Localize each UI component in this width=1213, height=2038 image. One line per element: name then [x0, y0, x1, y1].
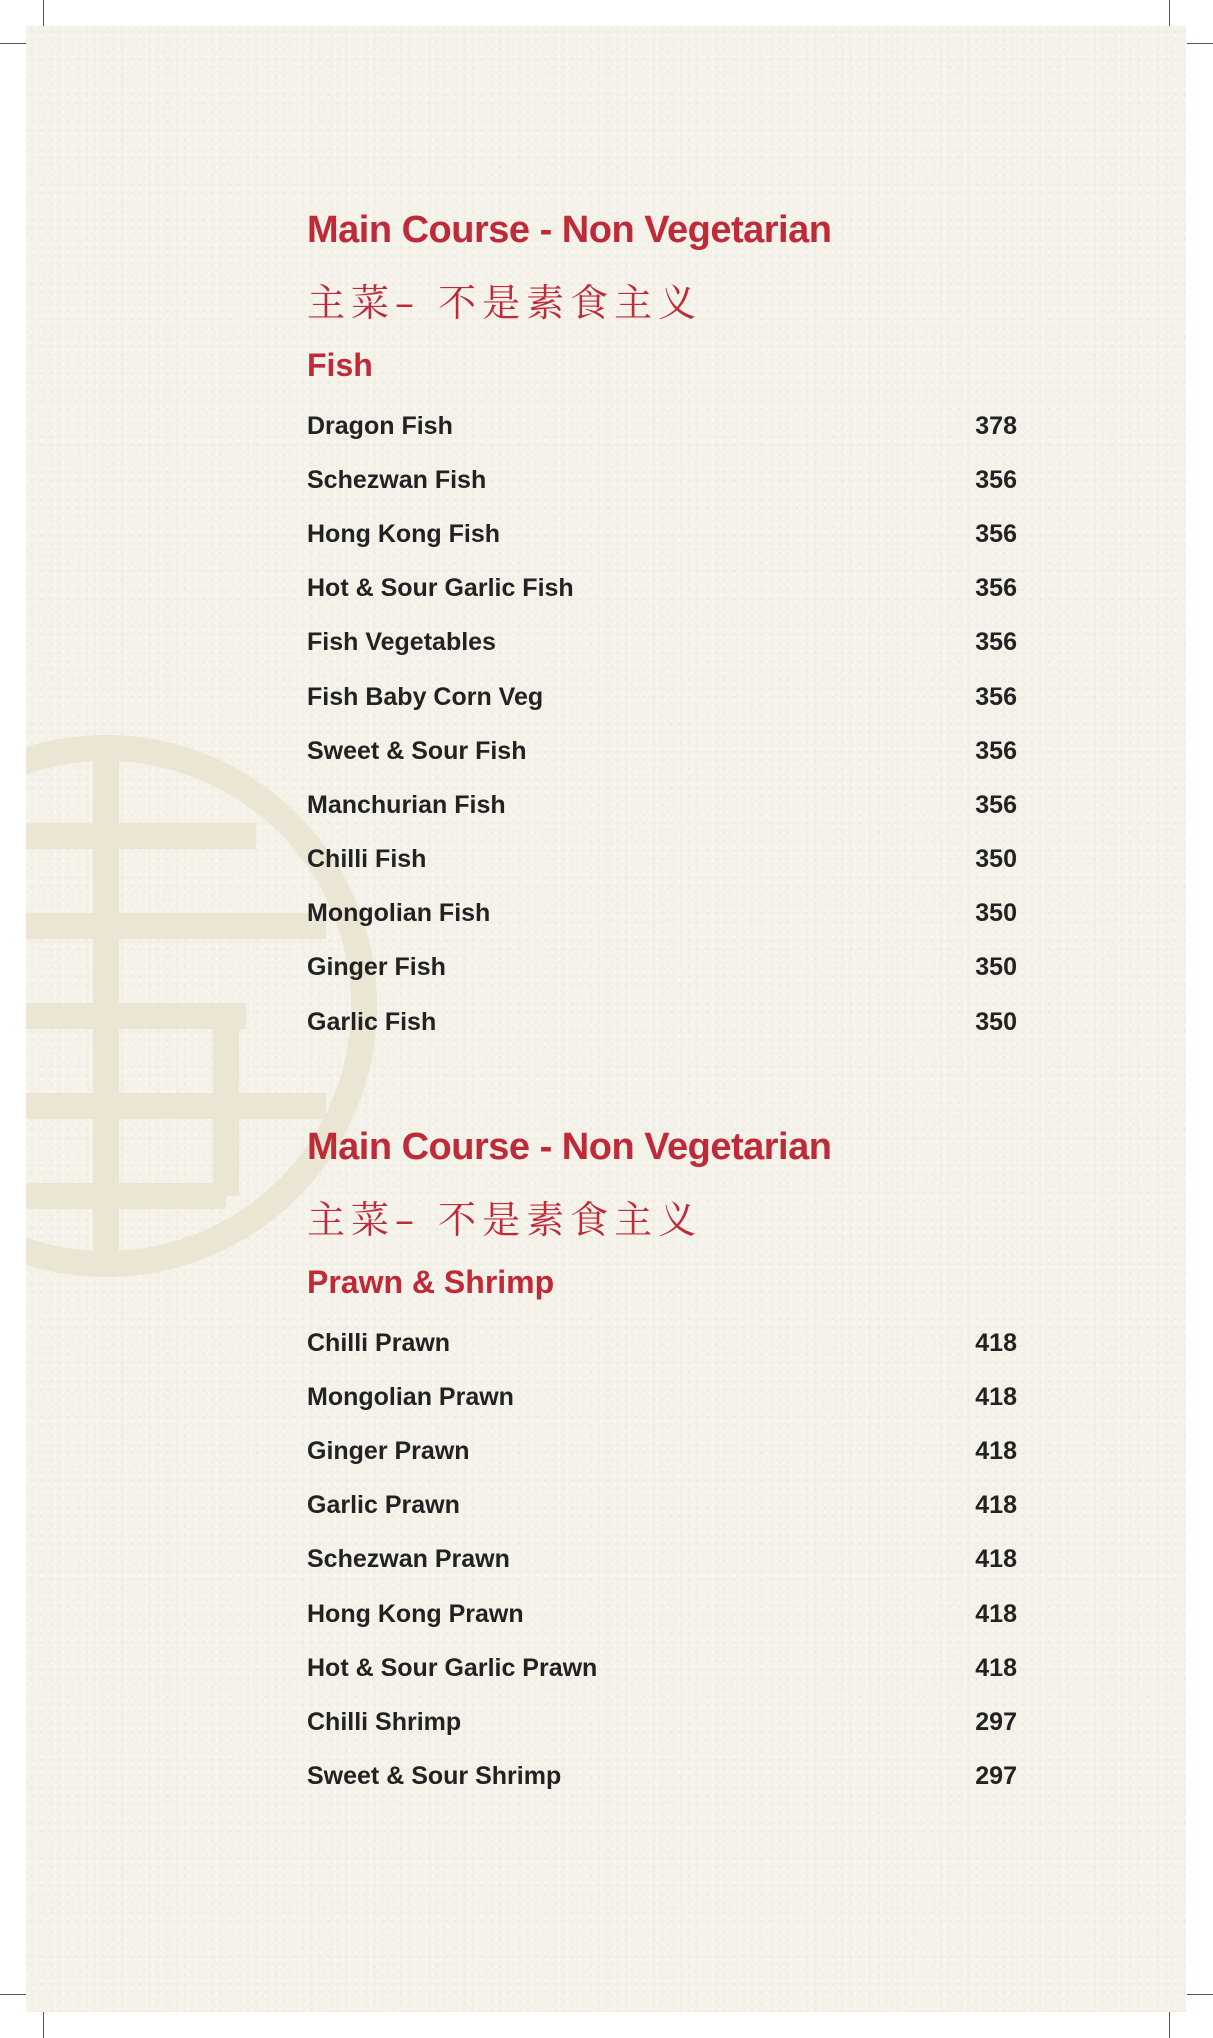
item-name: Ginger Fish: [307, 953, 446, 982]
item-price: 378: [975, 411, 1017, 440]
item-name: Chilli Prawn: [307, 1328, 451, 1357]
item-name: Schezwan Fish: [307, 465, 487, 494]
item-name: Fish Vegetables: [307, 628, 496, 657]
section-subtitle: Fish: [307, 347, 373, 383]
menu-item: [307, 453, 1017, 507]
item-price: 356: [975, 628, 1017, 657]
item-name: Mongolian Fish: [307, 899, 491, 928]
menu-item: [307, 724, 1017, 778]
item-price: 350: [975, 845, 1017, 874]
item-name: Chilli Shrimp: [307, 1707, 462, 1736]
item-name: Hong Kong Fish: [307, 519, 501, 548]
item-name: Sweet & Sour Shrimp: [307, 1762, 562, 1791]
menu-section-fish: [307, 207, 1017, 1049]
menu-item: [307, 1641, 1017, 1695]
menu-item: [307, 833, 1017, 887]
crop-mark: [43, 2012, 44, 2038]
item-price: 418: [975, 1491, 1017, 1520]
item-name: Hot & Sour Garlic Prawn: [307, 1653, 598, 1682]
item-price: 418: [975, 1382, 1017, 1411]
menu-item: [307, 1750, 1017, 1804]
item-price: 350: [975, 899, 1017, 928]
menu-item: [307, 887, 1017, 941]
item-price: 297: [975, 1762, 1017, 1791]
item-price: 356: [975, 519, 1017, 548]
menu-item: [307, 778, 1017, 832]
menu-item: [307, 616, 1017, 670]
item-price: 356: [975, 790, 1017, 819]
menu-item: [307, 995, 1017, 1049]
menu-item: [307, 670, 1017, 724]
section-chinese-title: 主菜– 不是素食主义: [307, 1198, 703, 1242]
menu-item-list: [307, 399, 1017, 1049]
crop-mark: [0, 43, 26, 44]
menu-item: [307, 1533, 1017, 1587]
item-name: Mongolian Prawn: [307, 1382, 514, 1411]
item-price: 350: [975, 953, 1017, 982]
crop-mark: [0, 1994, 26, 1995]
section-title: Main Course - Non Vegetarian: [307, 209, 832, 251]
menu-item: [307, 562, 1017, 616]
item-price: 418: [975, 1436, 1017, 1465]
item-price: 418: [975, 1328, 1017, 1357]
item-name: Schezwan Prawn: [307, 1545, 510, 1574]
menu-section-prawn-shrimp: [307, 1124, 1017, 1804]
item-name: Ginger Prawn: [307, 1436, 470, 1465]
item-name: Manchurian Fish: [307, 790, 506, 819]
menu-item: [307, 941, 1017, 995]
item-price: 297: [975, 1707, 1017, 1736]
menu-item: [307, 1587, 1017, 1641]
section-subtitle: Prawn & Shrimp: [307, 1264, 555, 1300]
menu-page: [26, 26, 1186, 2012]
menu-item: [307, 1479, 1017, 1533]
menu-item: [307, 1424, 1017, 1478]
crop-mark: [1169, 0, 1170, 26]
crop-mark: [1187, 1994, 1213, 1995]
item-price: 356: [975, 736, 1017, 765]
item-name: Fish Baby Corn Veg: [307, 682, 544, 711]
menu-item: [307, 399, 1017, 453]
item-price: 356: [975, 574, 1017, 603]
item-name: Hong Kong Prawn: [307, 1599, 524, 1628]
item-name: Garlic Prawn: [307, 1491, 460, 1520]
item-price: 356: [975, 465, 1017, 494]
crop-mark: [1187, 43, 1213, 44]
menu-item: [307, 507, 1017, 561]
item-name: Chilli Fish: [307, 845, 427, 874]
section-chinese-title: 主菜– 不是素食主义: [307, 281, 703, 325]
item-name: Garlic Fish: [307, 1007, 437, 1036]
crop-mark: [43, 0, 44, 26]
item-price: 418: [975, 1653, 1017, 1682]
item-name: Sweet & Sour Fish: [307, 736, 527, 765]
menu-item: [307, 1695, 1017, 1749]
item-price: 350: [975, 1007, 1017, 1036]
menu-item-list: [307, 1316, 1017, 1804]
section-title: Main Course - Non Vegetarian: [307, 1126, 832, 1168]
item-price: 356: [975, 682, 1017, 711]
menu-item: [307, 1370, 1017, 1424]
crop-mark: [1169, 2012, 1170, 2038]
item-price: 418: [975, 1599, 1017, 1628]
item-price: 418: [975, 1545, 1017, 1574]
menu-item: [307, 1316, 1017, 1370]
item-name: Dragon Fish: [307, 411, 453, 440]
item-name: Hot & Sour Garlic Fish: [307, 574, 574, 603]
